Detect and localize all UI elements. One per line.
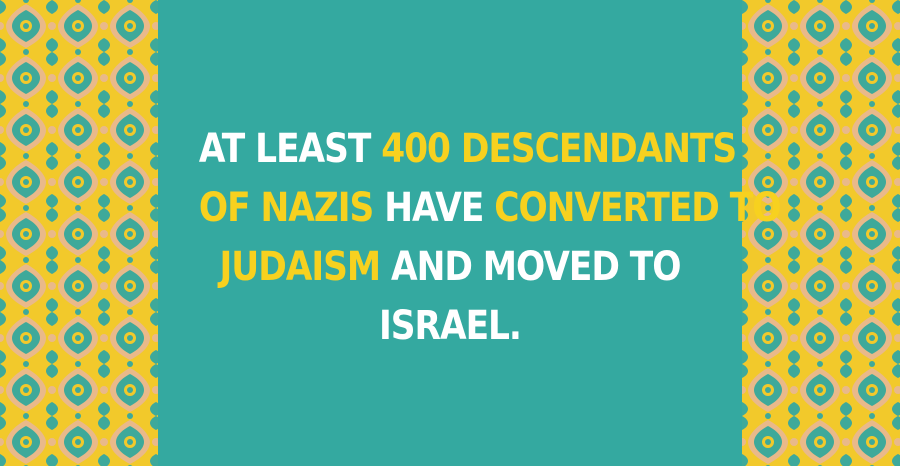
fact-line-1	[198, 120, 737, 179]
fact-line-2	[198, 179, 781, 238]
left-ornamental-border	[0, 0, 158, 466]
fact-text-highlight: CONVERTED TO	[494, 185, 781, 231]
fact-text-highlight: OF NAZIS	[198, 185, 374, 231]
fact-text-highlight: 400 DESCENDANTS	[381, 126, 737, 172]
fact-text-white: ISRAEL.	[379, 303, 521, 349]
fact-text-white: HAVE	[373, 185, 495, 231]
fact-text	[198, 120, 781, 356]
fact-line-3	[199, 238, 701, 297]
right-ornamental-border	[742, 0, 900, 466]
ornament-pattern-icon	[0, 0, 158, 466]
ornament-pattern-icon	[742, 0, 900, 466]
fact-line-4	[199, 297, 701, 356]
fact-text-white: AND MOVED TO	[380, 244, 681, 290]
fact-text-highlight: JUDAISM	[219, 244, 381, 290]
fact-panel	[158, 0, 781, 466]
fact-text-white: AT LEAST	[198, 126, 382, 172]
